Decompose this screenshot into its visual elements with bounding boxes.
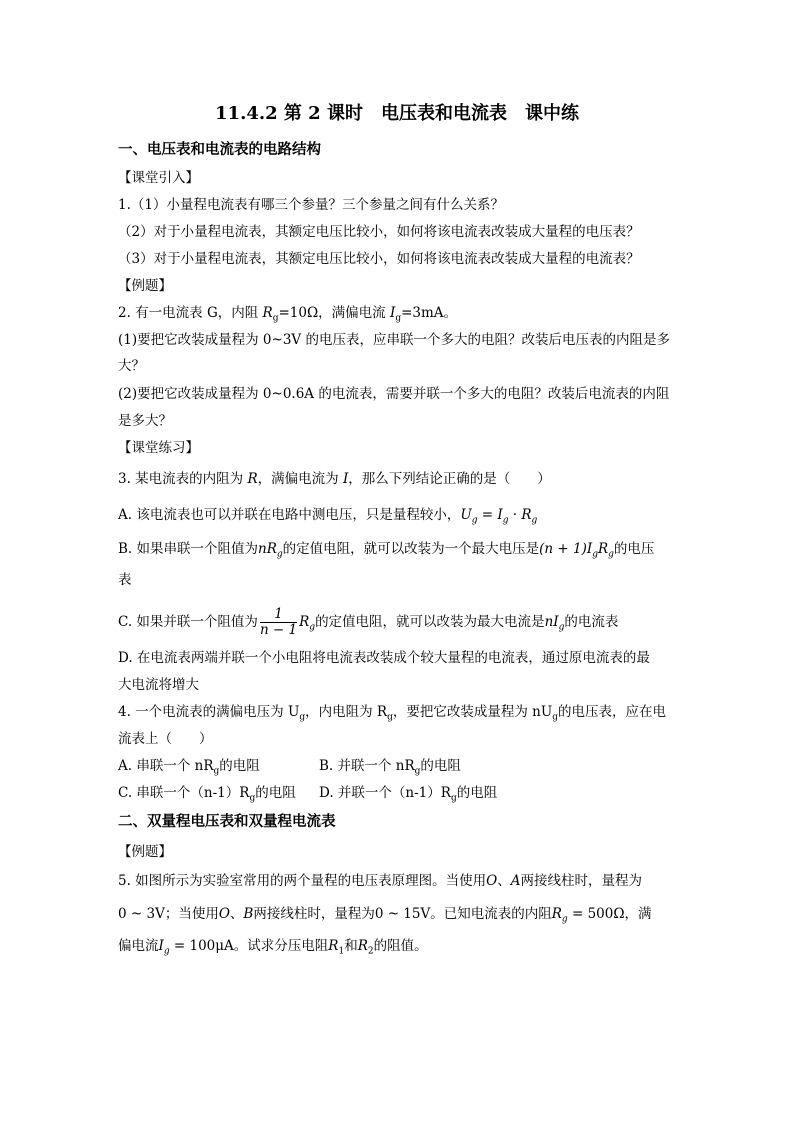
q3a-text: A. 该电流表也可以并联在电路中测电压，只是量程较小， bbox=[118, 507, 461, 523]
q3c-text-mid: 的定值电阻，就可以改装为最大电流是 bbox=[315, 614, 545, 630]
q4d-text: D. 并联一个（n-1）R bbox=[319, 785, 451, 801]
q5-terminal-a: A bbox=[510, 873, 521, 889]
q5-rg-value: = 500Ω bbox=[567, 906, 625, 922]
question-1-part-3: （3）对于小量程电流表，其额定电压比较小，如何将该电流表改装成大量程的电流表？ bbox=[118, 251, 640, 267]
q3-text-pre: 3. 某电流表的内阻为 bbox=[118, 471, 248, 487]
q3b-expr-r: R bbox=[597, 541, 609, 557]
q3a-u-sub: g bbox=[471, 515, 478, 526]
question-2-stem bbox=[118, 303, 457, 329]
q5-range-2: 0 ~ 15V bbox=[374, 906, 431, 922]
q3-text-post: ，那么下列结论正确的是（ ） bbox=[348, 471, 551, 487]
question-4-option-c bbox=[118, 783, 296, 809]
q3b-nrg: nR bbox=[258, 541, 277, 557]
q3-text-mid: ，满偏电流为 bbox=[257, 471, 343, 487]
question-4-option-d bbox=[319, 783, 497, 809]
question-5-line-1 bbox=[118, 871, 642, 891]
q3b-text-post: 的电压 bbox=[613, 541, 655, 557]
q5-rg-sub: g bbox=[561, 914, 568, 925]
q3c-fraction-numerator: 1 bbox=[260, 607, 297, 623]
q3c-r: R bbox=[299, 614, 310, 630]
q4-text-post: ，要把它改装成量程为 nU bbox=[392, 704, 553, 720]
q5-terminal-o-2: O bbox=[218, 906, 230, 922]
q5-terminal-o: O bbox=[486, 873, 498, 889]
question-4-line-1 bbox=[118, 702, 666, 728]
q5-sep-2: 、 bbox=[229, 906, 244, 922]
q3b-expr: (n + 1)I bbox=[539, 541, 593, 557]
q2-text-mid: =10Ω，满偏电流 bbox=[278, 305, 390, 321]
q3b-nrg-sub: g bbox=[276, 549, 283, 560]
q5-ig-value: = 100μA bbox=[169, 938, 234, 954]
q3b-text-pre: B. 如果串联一个阻值为 bbox=[118, 541, 259, 557]
q5-text-mid1: ；当使用 bbox=[164, 906, 219, 922]
q5-ig-sub: g bbox=[163, 946, 170, 957]
question-2-part-2-line-2: 是多大？ bbox=[118, 413, 172, 429]
q4c-text: C. 串联一个（n-1）R bbox=[118, 785, 250, 801]
question-4-option-a bbox=[118, 756, 260, 782]
question-2-part-1-line-1: (1)要把它改装成量程为 0~3V 的电压表，应串联一个多大的电阻？改装后电压表的内阻是多 bbox=[118, 332, 670, 348]
q3-rg: R bbox=[247, 471, 258, 487]
q3c-ni-sub: g bbox=[558, 622, 565, 633]
q3b-expr-sub1: g bbox=[592, 549, 598, 560]
q2-rg-sub: g bbox=[272, 313, 279, 324]
question-3-option-d-line-2: 大电流将增大 bbox=[118, 677, 199, 693]
q5-terminal-b: B bbox=[243, 906, 254, 922]
section-heading-2: 二、双量程电压表和双量程电流表 bbox=[118, 813, 336, 830]
q4c-suffix: 的电阻 bbox=[255, 785, 296, 801]
q5-r1: R bbox=[328, 938, 339, 954]
q4c-sub: g bbox=[249, 793, 256, 804]
q4-rg-sub: g bbox=[387, 712, 393, 723]
question-3-option-d-line-1: D. 在电流表两端并联一个小电阻将电流表改装成个较大量程的电流表，通过原电流表的最 bbox=[118, 650, 650, 666]
question-5-line-3 bbox=[118, 936, 428, 962]
q5-text-post: 两接线柱时，量程为 bbox=[520, 873, 642, 889]
q3c-r-sub: g bbox=[309, 622, 316, 633]
question-3-option-b-line-2: 表 bbox=[118, 572, 132, 588]
q5-and: 和 bbox=[344, 938, 358, 954]
q5-text-mid2: 两接线柱时，量程为 bbox=[253, 906, 375, 922]
q4b-text: B. 并联一个 nR bbox=[319, 758, 415, 774]
question-3-option-a bbox=[118, 505, 537, 531]
q3a-i-sub: g bbox=[502, 515, 509, 526]
q5-r2: R bbox=[357, 938, 368, 954]
practice-tag: 【课堂练习】 bbox=[118, 440, 199, 456]
q2-ig-sub: g bbox=[395, 313, 402, 324]
q4-nug-sub: g bbox=[552, 712, 558, 723]
q5-text-pre: 5. 如图所示为实验室常用的两个量程的电压表原理图。当使用 bbox=[118, 873, 487, 889]
q5-ig: I bbox=[158, 938, 164, 954]
page-title: 11.4.2 第 2 课时 电压表和电流表 课中练 bbox=[215, 103, 579, 124]
q3c-text-post: 的电流表 bbox=[564, 614, 619, 630]
q2-ig: I bbox=[389, 305, 396, 321]
question-2-part-1-line-2: 大？ bbox=[118, 358, 145, 374]
q4a-sub: g bbox=[213, 766, 220, 777]
question-2-part-2-line-1: (2)要把它改装成量程为 0~0.6A 的电流表，需要并联一个多大的电阻？改装后电流表的内阻 bbox=[118, 386, 670, 402]
q3a-r-sub: g bbox=[531, 515, 538, 526]
question-3-option-c bbox=[118, 606, 618, 644]
q5-text-mid4: 。试求分压电阻 bbox=[233, 938, 329, 954]
q4a-text: A. 串联一个 nR bbox=[118, 758, 214, 774]
question-1-part-1: 1.（1）小量程电流表有哪三个参量？三个参量之间有什么关系？ bbox=[118, 197, 504, 213]
q4-text-mid: ，内电阻为 R bbox=[305, 704, 388, 720]
q5-rg: R bbox=[551, 906, 562, 922]
q3c-ni: nI bbox=[544, 614, 559, 630]
q5-text-mid3: 。已知电流表的内阻 bbox=[430, 906, 552, 922]
q4-text-end: 的电压表，应在电 bbox=[557, 704, 666, 720]
q5-text-end: ，满 bbox=[624, 906, 652, 922]
q3-ig: I bbox=[342, 471, 349, 487]
section-heading-1: 一、电压表和电流表的电路结构 bbox=[118, 141, 321, 158]
q2-text-post: =3mA。 bbox=[401, 305, 458, 321]
q2-rg: R bbox=[262, 305, 273, 321]
q3c-fraction bbox=[260, 607, 297, 638]
q2-text-pre: 2. 有一电流表 G，内阻 bbox=[118, 305, 263, 321]
q3b-expr-sub2: g bbox=[608, 549, 614, 560]
example-tag: 【例题】 bbox=[118, 278, 172, 294]
q5-text-pre3: 偏电流 bbox=[118, 938, 159, 954]
question-4-line-2: 流表上（ ） bbox=[118, 731, 213, 747]
q3b-text-mid: 的定值电阻，就可以改装为一个最大电压是 bbox=[282, 541, 540, 557]
q3a-u: U bbox=[460, 507, 472, 523]
q5-text-end3: 的阻值。 bbox=[373, 938, 428, 954]
intro-tag: 【课堂引入】 bbox=[118, 170, 199, 186]
q3a-i: = I bbox=[477, 507, 503, 523]
q3c-fraction-denominator: n − 1 bbox=[259, 622, 298, 638]
q3c-text-pre: C. 如果并联一个阻值为 bbox=[118, 614, 258, 630]
q5-r2-sub: 2 bbox=[367, 946, 374, 957]
q4-text-pre: 4. 一个电流表的满偏电压为 U bbox=[118, 704, 300, 720]
question-4-option-b bbox=[319, 756, 461, 782]
question-5-line-2 bbox=[118, 904, 652, 930]
q5-sep: 、 bbox=[497, 873, 511, 889]
question-1-part-2: （2）对于小量程电流表，其额定电压比较小，如何将该电流表改装成大量程的电压表？ bbox=[118, 224, 640, 240]
q4d-suffix: 的电阻 bbox=[456, 785, 498, 801]
q4a-suffix: 的电阻 bbox=[219, 758, 260, 774]
example-tag-2: 【例题】 bbox=[118, 844, 172, 860]
q3a-r: · R bbox=[508, 507, 532, 523]
question-3-stem bbox=[118, 469, 551, 495]
q4-ug-sub: g bbox=[299, 712, 306, 723]
q4b-suffix: 的电阻 bbox=[420, 758, 461, 774]
q5-r1-sub: 1 bbox=[338, 946, 345, 957]
q5-range-1: 0 ~ 3V bbox=[118, 906, 165, 922]
q4d-sub: g bbox=[450, 793, 457, 804]
q4b-sub: g bbox=[414, 766, 421, 777]
question-3-option-b-line-1 bbox=[118, 539, 654, 565]
